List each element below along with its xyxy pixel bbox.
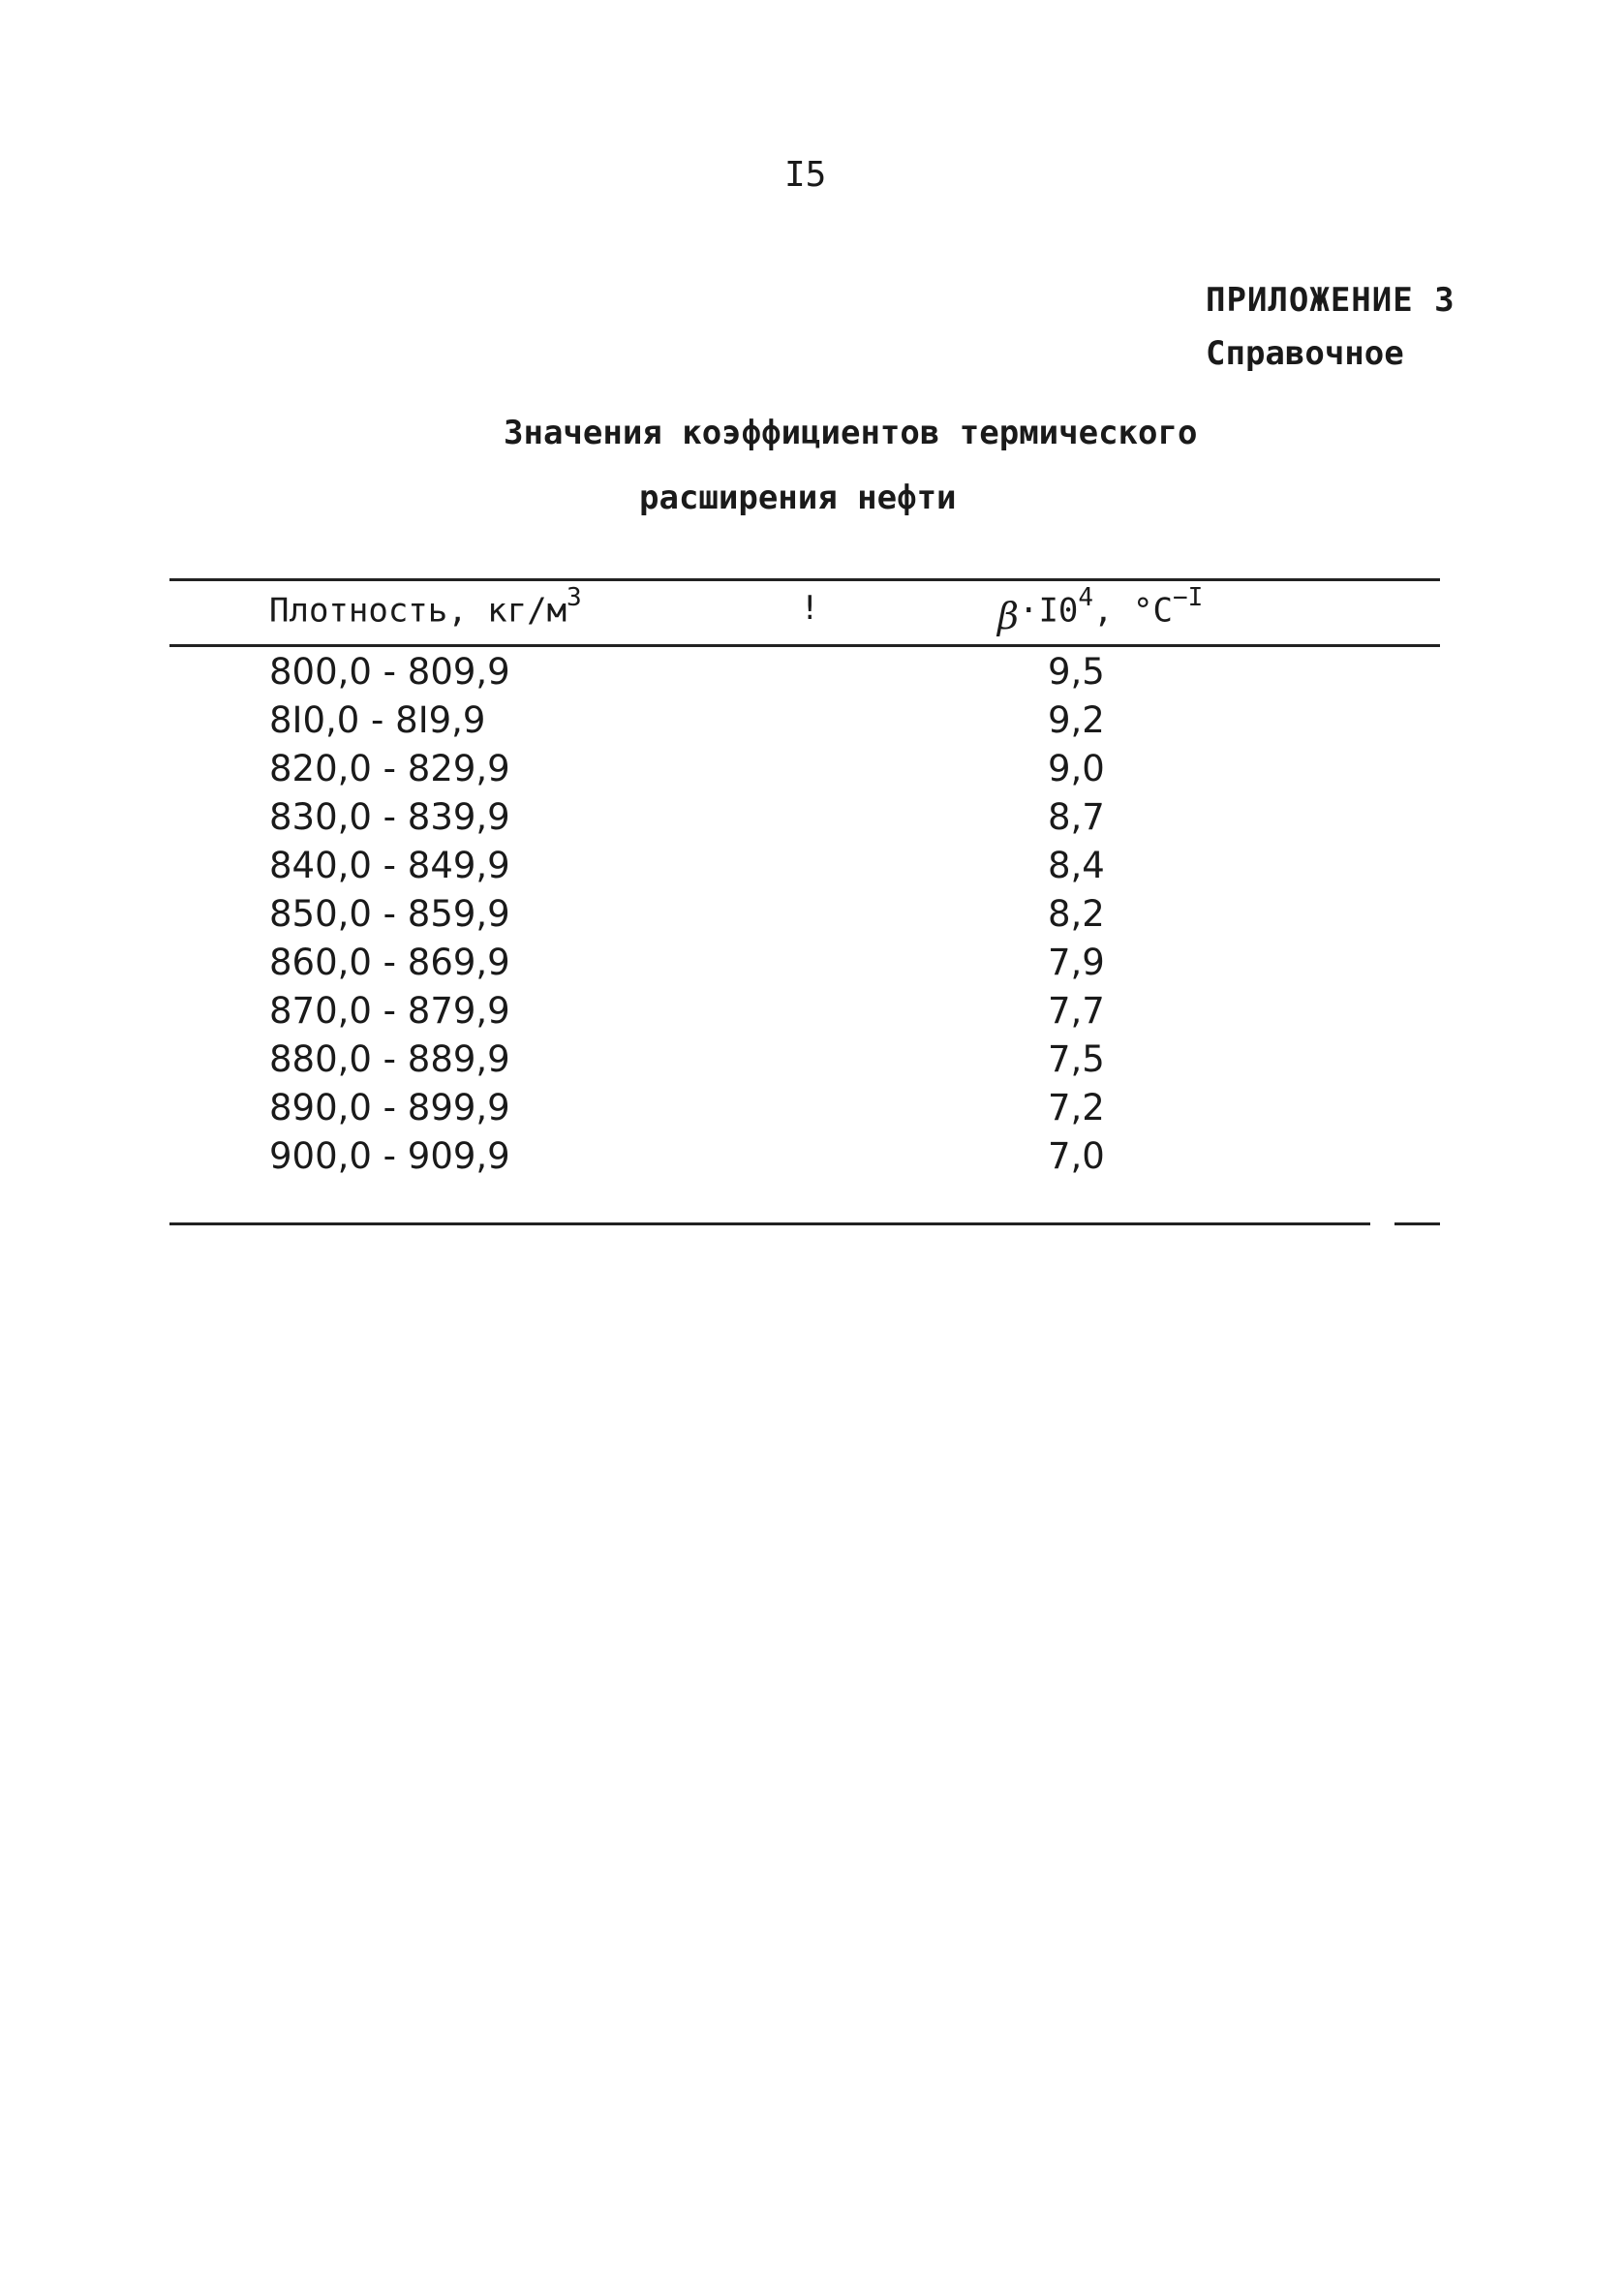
appendix-heading: ПРИЛОЖЕНИЕ 3	[1206, 281, 1455, 320]
table-row	[0, 990, 1624, 1038]
column-header-density	[269, 583, 582, 631]
table-row	[0, 1135, 1624, 1184]
table-row	[0, 1038, 1624, 1087]
column-separator: !	[800, 589, 820, 628]
page-number: I5	[784, 155, 827, 195]
density-range: 8I0,0 - 8I9,9	[269, 699, 486, 741]
density-range: 840,0 - 849,9	[269, 845, 510, 886]
density-range: 800,0 - 809,9	[269, 651, 510, 693]
density-label: Плотность, кг/м	[269, 591, 567, 631]
table-row	[0, 796, 1624, 845]
table-row	[0, 942, 1624, 990]
beta-unit: , °C	[1093, 591, 1173, 631]
density-range: 870,0 - 879,9	[269, 990, 510, 1032]
table-title-line-1: Значения коэффициентов термического	[504, 414, 1198, 452]
table-row	[0, 893, 1624, 942]
beta-label: ·I0	[1018, 591, 1079, 631]
table-bottom-rule	[169, 1222, 1370, 1225]
table-row	[0, 1087, 1624, 1135]
density-range: 820,0 - 829,9	[269, 748, 510, 789]
beta-value: 7,9	[1048, 942, 1105, 983]
beta-value: 7,2	[1048, 1087, 1105, 1129]
appendix-type: Справочное	[1206, 334, 1404, 373]
beta-exponent: 4	[1078, 583, 1094, 612]
table-header-rule	[169, 644, 1440, 647]
density-range: 850,0 - 859,9	[269, 893, 510, 935]
table-row	[0, 651, 1624, 699]
table-body	[0, 651, 1624, 1184]
beta-unit-exponent: −I	[1172, 583, 1204, 612]
density-exponent: 3	[567, 583, 582, 612]
beta-value: 7,0	[1048, 1135, 1105, 1177]
density-range: 880,0 - 889,9	[269, 1038, 510, 1080]
beta-value: 8,4	[1048, 845, 1105, 886]
density-range: 900,0 - 909,9	[269, 1135, 510, 1177]
beta-value: 9,2	[1048, 699, 1105, 741]
table-top-rule	[169, 578, 1440, 581]
table-bottom-rule-end	[1394, 1222, 1440, 1225]
table-row	[0, 748, 1624, 796]
beta-value: 9,5	[1048, 651, 1105, 693]
table-row	[0, 699, 1624, 748]
beta-value: 8,7	[1048, 796, 1105, 838]
beta-value: 9,0	[1048, 748, 1105, 789]
beta-value: 7,7	[1048, 990, 1105, 1032]
table-title-line-2: расширения нефти	[639, 479, 957, 517]
table-row	[0, 845, 1624, 893]
beta-value: 7,5	[1048, 1038, 1105, 1080]
beta-value: 8,2	[1048, 893, 1105, 935]
density-range: 890,0 - 899,9	[269, 1087, 510, 1129]
density-range: 830,0 - 839,9	[269, 796, 510, 838]
column-header-beta	[997, 583, 1204, 638]
beta-symbol: β	[997, 595, 1019, 638]
density-range: 860,0 - 869,9	[269, 942, 510, 983]
